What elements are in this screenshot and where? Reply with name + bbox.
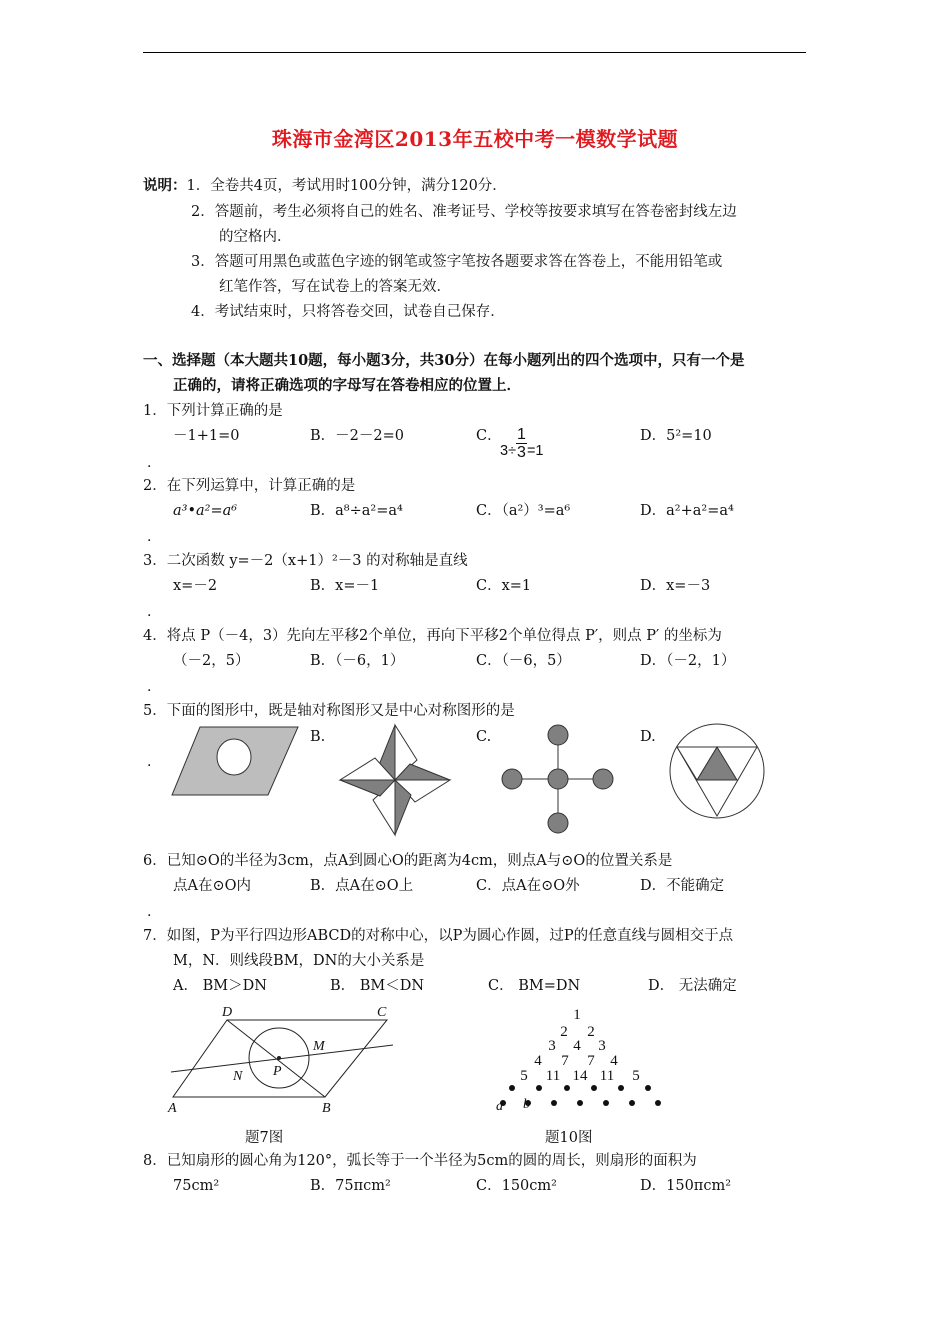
notes-line-3: 3．答题可用黑色或蓝色字迹的钢笔或签字笔按各题要求答在答卷上，不能用铅笔或 xyxy=(191,254,723,270)
q1-dot: . xyxy=(147,455,152,471)
section1-heading: 一、选择题（本大题共10题，每小题3分，共30分）在每小题列出的四个选项中，只有一个是 xyxy=(143,352,745,369)
q8-option-d: D．150πcm² xyxy=(640,1178,732,1194)
tri-num: 7 xyxy=(561,1053,569,1069)
tri-num: 3 xyxy=(548,1038,556,1054)
number-triangle xyxy=(520,1007,640,1084)
tri-num: 11 xyxy=(599,1068,615,1084)
tri-num: 14 xyxy=(572,1068,588,1084)
q8-option-b: B．75πcm² xyxy=(310,1178,391,1194)
q2-option-a: a³•a²=a⁶ xyxy=(173,503,238,519)
q3-option-a: x=－2 xyxy=(173,578,218,594)
figure-10-triangle xyxy=(490,1002,670,1117)
q4-stem: 4．将点 P（－4，3）先向左平移2个单位，再向下平移2个单位得点 P′，则点 P′ 的坐标为 xyxy=(143,628,722,644)
q4-dot: . xyxy=(147,679,152,695)
q8-option-a: 75cm² xyxy=(173,1178,220,1194)
notes-line-2: 2．答题前，考生必须将自己的姓名、准考证号、学校等按要求填写在答卷密封线左边 xyxy=(191,204,737,220)
notes-line-1: 说明：1．全卷共4页，考试用时100分钟，满分120分． xyxy=(143,177,507,194)
q7-option-c: C． BM=DN xyxy=(488,978,581,994)
notes-line-4: 4．考试结束时，只将答卷交回，试卷自己保存． xyxy=(191,304,505,320)
tri-num: 5 xyxy=(520,1068,528,1084)
q2-option-b: B．a⁸÷a²=a⁴ xyxy=(310,503,403,519)
q6-option-d: D．不能确定 xyxy=(640,878,725,894)
q6-dot: . xyxy=(147,904,152,920)
q5-stem: 5．下面的图形中，既是轴对称图形又是中心对称图形的是 xyxy=(143,703,515,719)
q7-option-a: A． BM＞DN xyxy=(173,978,267,994)
label-a: a xyxy=(496,1099,503,1114)
tri-num: 4 xyxy=(534,1053,542,1069)
q2-stem: 2．在下列运算中，计算正确的是 xyxy=(143,478,356,494)
notes-line-3b: 红笔作答，写在试卷上的答案无效． xyxy=(219,279,451,295)
notes-line-2b: 的空格内． xyxy=(219,229,292,245)
q5-dot: . xyxy=(147,754,152,770)
q6-stem: 6．已知⊙O的半径为3cm，点A到圆心O的距离为4cm，则点A与⊙O的位置关系是 xyxy=(143,853,673,869)
q5-figure-b-pinwheel xyxy=(337,722,457,842)
parallelogram-abcd xyxy=(171,1020,393,1097)
q8-option-c: C．150cm² xyxy=(476,1178,557,1194)
q3-dot: . xyxy=(147,604,152,620)
pinwheel-shape xyxy=(340,725,450,835)
q8-stem: 8．已知扇形的圆心角为120°，弧长等于一个半径为5cm的圆的周长，则扇形的面积为 xyxy=(143,1153,697,1169)
notes-label: 说明： xyxy=(143,177,187,194)
top-rule xyxy=(143,52,806,53)
q3-option-b: B．x=－1 xyxy=(310,578,380,594)
label-n: N xyxy=(233,1069,243,1084)
q6-option-b: B．点A在⊙O上 xyxy=(310,878,414,894)
q6-option-a: 点A在⊙O内 xyxy=(173,878,252,894)
tri-num: 5 xyxy=(632,1068,640,1084)
q1-option-b: B．－2－2=0 xyxy=(310,428,404,444)
q5-option-c: C. xyxy=(476,729,492,745)
q1-option-c: 3÷ $\frac{1}{3}$ =1 xyxy=(500,426,544,461)
label-b: B xyxy=(322,1101,331,1116)
q4-option-c: C．（－6，5） xyxy=(476,653,571,669)
tri-num: 7 xyxy=(587,1053,595,1069)
q5-option-d: D. xyxy=(640,729,656,745)
tri-num: 2 xyxy=(560,1024,568,1040)
tri-num: 1 xyxy=(573,1007,581,1023)
q4-option-d: D．（－2，1） xyxy=(640,653,736,669)
label-c: C xyxy=(377,1005,387,1020)
figure-10-caption: 题10图 xyxy=(545,1130,593,1146)
q2-dot: . xyxy=(147,529,152,545)
tri-num: 4 xyxy=(573,1038,581,1054)
figure-7 xyxy=(165,1002,400,1117)
q3-option-c: C．x=1 xyxy=(476,578,532,594)
fraction: $\frac{1}{3}$ xyxy=(517,426,526,461)
q6-option-c: C．点A在⊙O外 xyxy=(476,878,580,894)
figure-7-caption: 题7图 xyxy=(245,1130,284,1146)
q1-option-d: D．5²=10 xyxy=(640,428,712,444)
label-p: P xyxy=(273,1064,282,1079)
label-d: D xyxy=(222,1005,233,1020)
q5-figure-d-circle-triangles xyxy=(668,722,766,820)
q7-stem-2: M，N．则线段BM，DN的大小关系是 xyxy=(173,953,425,969)
circle-triangle-shape xyxy=(670,724,764,818)
q5-figure-a xyxy=(170,725,300,797)
label-m: M xyxy=(313,1039,325,1054)
q2-option-d: D．a²+a²=a⁴ xyxy=(640,503,734,519)
label-b: b xyxy=(523,1097,530,1112)
q2-option-c: C．（a²）³=a⁶ xyxy=(476,503,571,519)
q7-option-b: B． BM＜DN xyxy=(330,978,425,994)
q3-option-d: D．x=－3 xyxy=(640,578,711,594)
q5-figure-c-cross xyxy=(500,724,616,836)
page-title: 珠海市金湾区2013年五校中考一模数学试题 xyxy=(271,127,679,151)
center-point-p xyxy=(277,1056,281,1060)
q4-option-b: B．（－6，1） xyxy=(310,653,405,669)
label-a: A xyxy=(168,1101,177,1116)
q5-option-b: B. xyxy=(310,729,326,745)
cross-of-circles xyxy=(502,725,613,833)
q4-option-a: （－2，5） xyxy=(173,653,250,669)
section1-heading-2: 正确的，请将正确选项的字母写在答卷相应的位置上． xyxy=(173,377,521,394)
q1-stem: 1．下列计算正确的是 xyxy=(143,403,283,419)
q3-stem: 3．二次函数 y=－2（x+1）²－3 的对称轴是直线 xyxy=(143,553,468,569)
tri-num: 2 xyxy=(587,1024,595,1040)
tri-num: 3 xyxy=(598,1038,606,1054)
q7-option-d: D． 无法确定 xyxy=(648,978,737,994)
q1-option-a: －1+1=0 xyxy=(173,428,240,444)
tri-num: 4 xyxy=(610,1053,618,1069)
tri-num: 11 xyxy=(545,1068,561,1084)
hole-circle xyxy=(217,739,251,775)
q1-option-c-label: C． xyxy=(476,428,502,444)
q7-stem-1: 7．如图，P为平行四边形ABCD的对称中心，以P为圆心作圆，过P的任意直线与圆相交于点 xyxy=(143,928,734,944)
